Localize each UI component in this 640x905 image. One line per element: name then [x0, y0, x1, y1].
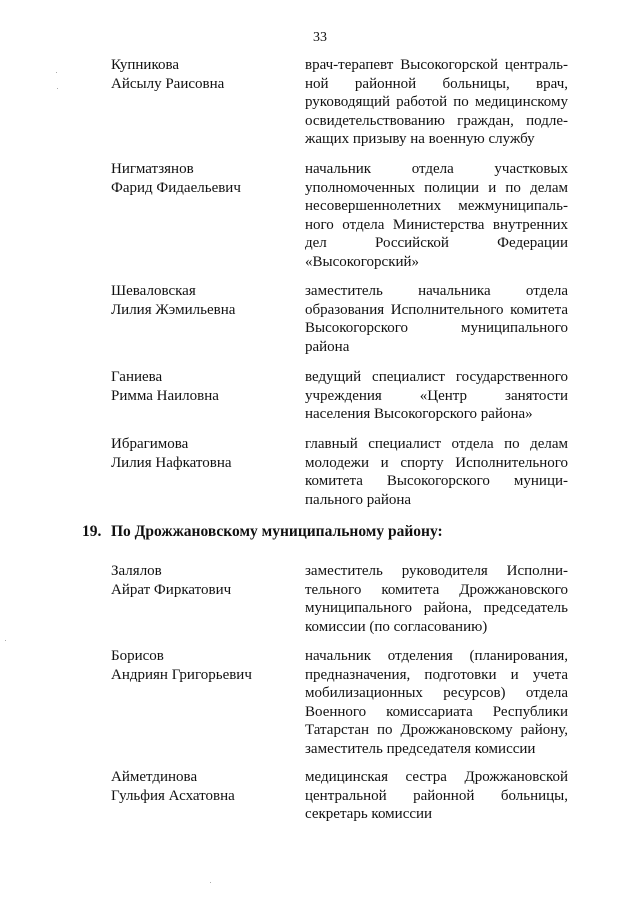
member-position: [305, 368, 568, 424]
position-line: ной районной больницы, врач,: [305, 75, 568, 92]
position-line: образования Исполнительного комитета: [305, 301, 568, 318]
position-line: медицинская сестра Дрожжановской: [305, 769, 568, 785]
page-number: 33: [313, 30, 327, 45]
member-given-name: Лилия Нафкатовна: [111, 455, 232, 471]
scan-speck: [56, 72, 57, 73]
member-surname: Ибрагимова: [111, 436, 189, 452]
position-line: несовершеннолетних межмуниципаль-: [305, 198, 568, 215]
member-name: [111, 282, 286, 320]
member-name: [111, 435, 286, 473]
position-line: начальник отделения (планирования,: [305, 648, 568, 664]
position-line: пального района: [305, 491, 412, 508]
position-line: молодежи и спорту Исполнительного: [305, 454, 568, 471]
position-line: района: [305, 338, 350, 355]
position-line: уполномоченных полиции и по делам: [305, 179, 568, 196]
position-line: заместитель руководителя Исполни-: [305, 563, 568, 579]
member-surname: Нигматзянов: [111, 161, 194, 177]
position-line: тельного комитета Дрожжановского: [305, 581, 568, 598]
section-title: По Дрожжановскому муниципальному району:: [111, 523, 443, 540]
position-line: населения Высокогорского района»: [305, 406, 533, 423]
member-surname: Айметдинова: [111, 769, 198, 785]
member-surname: Шеваловская: [111, 283, 196, 299]
position-line: ведущий специалист государственного: [305, 369, 568, 385]
member-given-name: Айрат Фиркатович: [111, 582, 232, 598]
position-line: секретарь комиссии: [305, 806, 433, 823]
member-position: [305, 282, 568, 356]
member-given-name: Айсылу Раисовна: [111, 76, 225, 92]
member-position: [305, 562, 568, 636]
section-heading: [82, 523, 443, 541]
position-line: руководящий работой по медицинскому: [305, 94, 568, 111]
section-number: 19.: [82, 523, 102, 540]
member-name: [111, 647, 286, 685]
position-line: дел Российской Федерации: [305, 235, 568, 252]
position-line: начальник отдела участковых: [305, 161, 568, 177]
member-name: [111, 368, 286, 406]
member-name: [111, 160, 286, 198]
position-line: комиссии (по согласованию): [305, 618, 488, 635]
scan-speck: [5, 640, 6, 641]
position-line: предназначения, подготовки и учета: [305, 666, 568, 683]
member-given-name: Андриян Григорьевич: [111, 667, 252, 683]
member-position: [305, 160, 568, 272]
member-position: [305, 56, 568, 149]
position-line: Высокогорского муниципального: [305, 320, 568, 337]
position-line: врач-терапевт Высокогорской централь-: [305, 57, 568, 73]
member-given-name: Фарид Фидаельевич: [111, 180, 241, 196]
position-line: центральной районной больницы,: [305, 787, 568, 804]
position-line: «Высокогорский»: [305, 253, 420, 270]
position-line: учреждения «Центр занятости: [305, 387, 568, 404]
member-given-name: Гульфия Асхатовна: [111, 788, 235, 804]
position-line: заместитель председателя комиссии: [305, 740, 536, 757]
position-line: Военного комиссариата Республики: [305, 703, 568, 720]
member-surname: Ганиева: [111, 369, 163, 385]
position-line: главный специалист отдела по делам: [305, 436, 568, 452]
member-surname: Борисов: [111, 648, 164, 664]
member-position: [305, 647, 568, 759]
member-surname: Залялов: [111, 563, 162, 579]
member-position: [305, 768, 568, 824]
member-given-name: Лилия Жэмильевна: [111, 302, 236, 318]
member-name: [111, 768, 286, 806]
scan-speck: [57, 88, 58, 89]
member-surname: Купникова: [111, 57, 180, 73]
position-line: комитета Высокогорского муници-: [305, 473, 568, 490]
position-line: ного отдела Министерства внутренних: [305, 216, 568, 233]
position-line: освидетельствованию граждан, подле-: [305, 112, 568, 129]
scan-speck: [210, 882, 211, 883]
position-line: Татарстан по Дрожжановскому району,: [305, 722, 568, 739]
position-line: жащих призыву на военную службу: [305, 131, 535, 148]
member-name: [111, 56, 286, 94]
member-given-name: Римма Наиловна: [111, 388, 219, 404]
member-position: [305, 435, 568, 509]
member-name: [111, 562, 286, 600]
position-line: мобилизационных ресурсов) отдела: [305, 685, 568, 702]
position-line: муниципального района, председатель: [305, 600, 568, 617]
position-line: заместитель начальника отдела: [305, 283, 568, 299]
